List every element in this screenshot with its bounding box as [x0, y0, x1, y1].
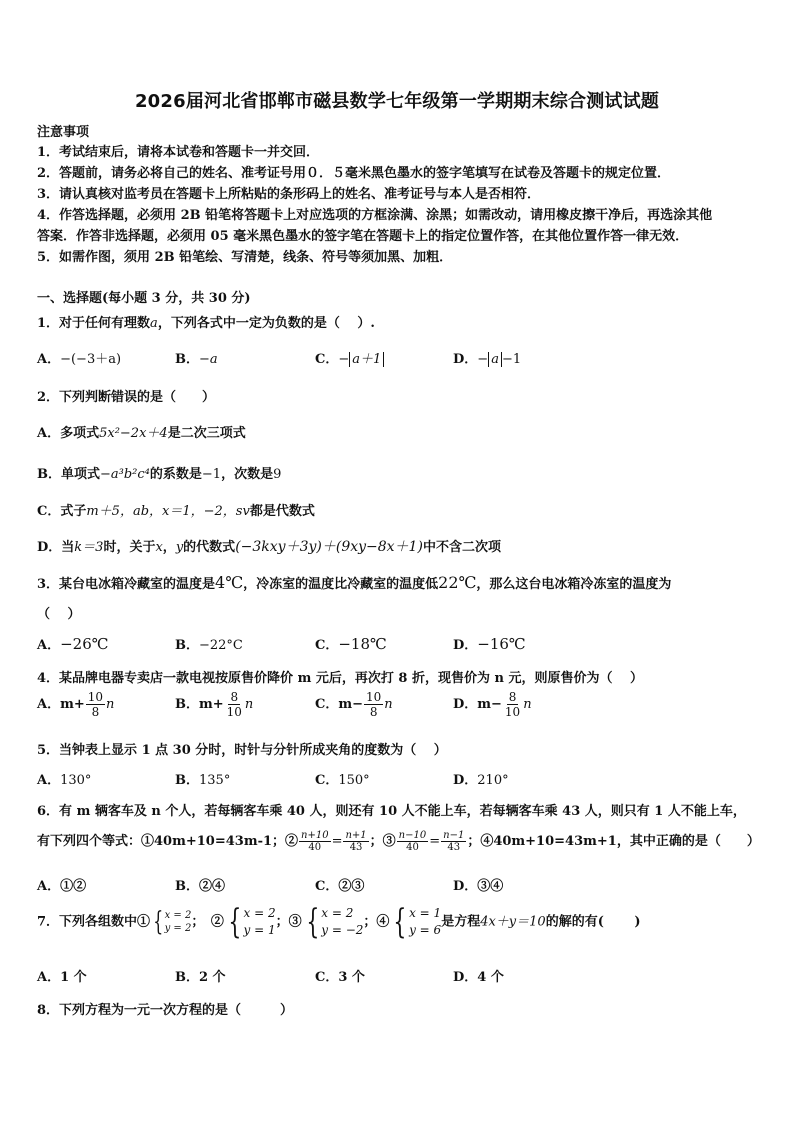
- q3-t2: 22℃: [438, 573, 477, 592]
- q1-b-expr: −a: [199, 352, 218, 367]
- q1-a-expr: −(−3＋a): [60, 352, 122, 367]
- notice-item-4-cont: 答案．作答非选择题，必须用 05 毫米黑色墨水的签字笔在答题卡上的指定位置作答，在其他位置作答一律无效．: [37, 229, 689, 244]
- q4-d-num: 8: [508, 690, 517, 704]
- q6-option-b: B．②④: [175, 879, 225, 894]
- q2-d-expr: (−3kxy＋3y)＋(9xy−8x＋1): [235, 539, 423, 555]
- q6-f1-den: 40: [308, 842, 322, 853]
- q4-a-frac: [86, 690, 105, 719]
- q4-a-label: A．m+: [37, 697, 85, 712]
- q7-s2-row2: y = 1: [243, 923, 276, 937]
- q6-option-a: A．①②: [37, 879, 87, 894]
- q7-stem-a: 7．下列各组数中①: [37, 914, 151, 930]
- notice-item-5: 5．如需作图，须用 2B 铅笔绘、写清楚，线条、符号等须加黑、加粗．: [37, 250, 453, 265]
- q1-d-abs: a: [488, 352, 502, 367]
- q7-stem-b: 是方程: [441, 914, 481, 930]
- q6-option-d: D．③④: [453, 879, 504, 894]
- q2-option-d: [37, 536, 501, 556]
- q3-stem-a: 3．某台电冰箱冷藏室的温度是: [37, 577, 216, 592]
- q1-var: a: [150, 316, 158, 331]
- q4-a-num: 10: [87, 690, 104, 704]
- q7-option-d: D．4 个: [453, 970, 504, 985]
- q6-f3-den: 40: [406, 842, 419, 853]
- q3-option-d: [453, 634, 526, 653]
- q4-b-n: n: [244, 697, 254, 712]
- notice-item-3: 3．请认真核对监考员在答题卡上所粘贴的条形码上的姓名、准考证号与本人是否相符．: [37, 187, 541, 202]
- q2-b-pre: B．单项式: [37, 467, 100, 482]
- brace-icon: {: [393, 902, 407, 942]
- q2-d-post: 中不含二次项: [422, 540, 501, 555]
- q3-a-label: A．: [37, 638, 61, 653]
- q3-c-label: C．: [315, 638, 339, 653]
- q7-option-b: B．2 个: [175, 970, 226, 985]
- q4-d-frac: [503, 690, 522, 719]
- q7-sep2: ；③: [275, 914, 302, 930]
- q6-equations: [37, 830, 760, 853]
- q3-option-c: [315, 634, 387, 653]
- q2-option-a: [37, 422, 246, 441]
- q6-f2-num: n+1: [345, 830, 367, 841]
- q7-eq: 4x＋y＝10: [480, 914, 546, 930]
- q2-c-pre: C．式子: [37, 504, 87, 519]
- q4-b-frac: [225, 690, 244, 719]
- q5-c-val: 150°: [338, 773, 370, 788]
- q3-c-val: −18℃: [338, 635, 387, 653]
- q2-b-val: −1: [201, 467, 222, 482]
- q4-c-label: C．m−: [315, 697, 363, 712]
- notice-item-1: 1．考试结束后，请将本试卷和答题卡一并交回．: [37, 145, 320, 160]
- notice-item-2: 2．答题前，请务必将自己的姓名、准考证号用０．５毫米黑色墨水的签字笔填写在试卷及答题卡的规定位置．: [37, 166, 671, 181]
- q5-c-label: C．: [315, 773, 339, 788]
- q7-s2-row1: x = 2: [243, 906, 276, 920]
- q7-option-a: A．1 个: [37, 970, 87, 985]
- q1-option-d: [453, 348, 521, 367]
- q2-a-pre: A．多项式: [37, 426, 100, 441]
- q6-sep: ；③: [369, 834, 396, 849]
- q1-option-b: [175, 348, 218, 367]
- page-title: 2026届河北省邯郸市磁县数学七年级第一学期期末综合测试试题: [134, 91, 660, 112]
- q6-stem: 6．有 m 辆客车及 n 个人，若每辆客车乘 40 人，则还有 10 人不能上车，若每辆客车乘 43 人，则只有 1 人不能上车，: [37, 804, 746, 819]
- q2-stem: 2．下列判断错误的是（ ）: [37, 390, 216, 405]
- q3-stem-c: ，那么这台电冰箱冷冻室的温度为: [476, 577, 672, 592]
- q7-s3-row2: y = −2: [321, 923, 364, 937]
- q6-eq-2: =: [429, 834, 441, 849]
- q6-f4-den: 43: [447, 842, 461, 853]
- q6-line2-a: 有下列四个等式：①40m+10=43m-1；②: [37, 834, 299, 849]
- q5-stem: 5．当钟表上显示 1 点 30 分时，时针与分针所成夹角的度数为（ ）: [37, 743, 447, 758]
- q2-d-k: k＝3: [74, 540, 104, 555]
- q6-frac-1: [299, 830, 331, 853]
- q5-b-label: B．: [175, 773, 199, 788]
- q2-a-expr: 5x²−2x＋4: [99, 426, 168, 441]
- q2-d-pre: D．当: [37, 540, 75, 555]
- brace-icon: {: [153, 907, 164, 937]
- q3-option-a: [37, 634, 109, 653]
- q4-c-n: n: [384, 697, 393, 712]
- q1-option-c: [315, 348, 384, 367]
- q7-sep1: ； ②: [191, 914, 224, 930]
- q7-s4-row2: y = 6: [409, 923, 442, 937]
- q7-system-4: [389, 902, 442, 942]
- q7-s4-row1: x = 1: [409, 906, 442, 920]
- q1-c-label: C．: [315, 352, 339, 367]
- q1-a-label: A．: [37, 352, 61, 367]
- brace-icon: {: [228, 902, 242, 942]
- q6-f4-num: n−1: [443, 830, 465, 841]
- q2-b-deg: 9: [273, 467, 282, 482]
- q1-c-abs: a＋1: [349, 352, 384, 367]
- q7-s1-row1: x = 2: [164, 910, 192, 921]
- q4-c-num: 10: [366, 690, 382, 704]
- q5-a-label: A．: [37, 773, 61, 788]
- q5-option-c: [315, 769, 370, 788]
- q7-option-c: C．3 个: [315, 970, 365, 985]
- q1-option-a: [37, 348, 121, 367]
- q1-stem-text: 1．对于任何有理数: [37, 316, 151, 331]
- q4-c-den: 8: [369, 705, 378, 719]
- q4-d-den: 10: [504, 705, 521, 719]
- q4-d-label: D．m−: [453, 697, 502, 712]
- q5-a-val: 130°: [60, 773, 92, 788]
- q3-option-b: [175, 634, 243, 653]
- q2-option-b: [37, 463, 281, 482]
- q6-f3-num: n−10: [398, 830, 427, 841]
- q5-b-val: 135°: [199, 773, 231, 788]
- q4-stem: 4．某品牌电器专卖店一款电视按原售价降价 m 元后，再次打 8 折，现售价为 n 元，则原售价为（ ）: [37, 671, 643, 686]
- q3-stem-b: ，冷冻室的温度比冷藏室的温度低: [243, 577, 439, 592]
- q1-d-post: −1: [501, 352, 522, 367]
- q1-c-pre: −: [338, 352, 350, 367]
- q1-b-label: B．: [175, 352, 199, 367]
- section-heading: 一、选择题(每小题 3 分，共 30 分): [37, 291, 251, 306]
- q1-stem: [37, 312, 375, 331]
- notice-item-4: 4．作答选择题，必须用 2B 铅笔将答题卡上对应选项的方框涂满、涂黑；如需改动，请用橡皮擦干净后，再选涂其他: [37, 208, 713, 223]
- q7-system-1: [150, 909, 191, 935]
- q2-b-post2: ，次数是: [221, 467, 274, 482]
- q7-s3-row1: x = 2: [321, 906, 354, 920]
- q6-frac-3: [397, 830, 429, 853]
- q4-d-n: n: [523, 697, 532, 712]
- q2-c-post: 都是代数式: [249, 504, 315, 519]
- q7-sep3: ；④: [363, 914, 390, 930]
- q5-option-d: [453, 769, 509, 788]
- q8-stem: 8．下列方程为一元一次方程的是（ ）: [37, 1003, 294, 1018]
- q2-d-mid3: 的代数式: [183, 540, 236, 555]
- q7-stem-c: 的解的有( ): [545, 914, 641, 930]
- q3-stem: [37, 573, 671, 592]
- q4-b-num: 8: [230, 690, 239, 704]
- q4-c-frac: [364, 690, 383, 719]
- q2-d-x: x: [155, 540, 163, 555]
- q7-system-3: [302, 902, 364, 942]
- q6-f1-num: n+10: [301, 830, 329, 841]
- q6-eq-1: =: [331, 834, 343, 849]
- q4-b-den: 10: [226, 705, 242, 719]
- q1-d-label: D．: [453, 352, 478, 367]
- q2-c-expr: m＋5，ab，x＝1，−2，sv: [86, 504, 250, 519]
- q3-b-label: B．: [175, 638, 199, 653]
- q6-frac-2: [343, 830, 368, 853]
- q2-a-post: 是二次三项式: [167, 426, 246, 441]
- q1-stem-text-end: ，下列各式中一定为负数的是（ ）.: [157, 316, 375, 331]
- q3-d-val: −16℃: [477, 635, 526, 653]
- q2-option-c: [37, 500, 315, 519]
- q6-f2-den: 43: [349, 842, 363, 853]
- q2-d-y: y: [175, 540, 184, 555]
- q4-b-label: B．m+: [175, 697, 224, 712]
- q1-d-pre: −: [477, 352, 489, 367]
- q6-frac-4: [441, 830, 466, 853]
- q4-option-a: [37, 690, 114, 719]
- q4-a-n: n: [106, 697, 115, 712]
- q7-stem: [37, 902, 641, 942]
- q6-option-c: C．②③: [315, 879, 365, 894]
- q5-d-label: D．: [453, 773, 478, 788]
- q6-line2-b: ；④40m+10=43m+1，其中正确的是（ ）: [467, 834, 760, 849]
- q2-d-mid2: ，: [162, 540, 176, 555]
- q7-system-2: [224, 902, 276, 942]
- notice-heading: 注意事项: [37, 125, 90, 140]
- q5-option-b: [175, 769, 230, 788]
- q3-t1: 4℃: [215, 573, 244, 592]
- brace-icon: {: [305, 902, 319, 942]
- q4-option-c: [315, 690, 393, 719]
- q3-b-val: −22°C: [199, 638, 243, 653]
- q3-paren: （ ）: [37, 607, 81, 622]
- q3-d-label: D．: [453, 638, 478, 653]
- q7-s1-row2: y = 2: [164, 923, 192, 934]
- q4-option-d: [453, 690, 532, 719]
- q5-d-val: 210°: [477, 773, 509, 788]
- q4-a-den: 8: [91, 705, 100, 719]
- q5-option-a: [37, 769, 91, 788]
- q2-d-mid: 时，关于: [103, 540, 156, 555]
- q4-option-b: [175, 690, 253, 719]
- q3-a-val: −26℃: [60, 635, 109, 653]
- q2-b-post: 的系数是: [149, 467, 202, 482]
- q2-b-expr: −a³b²c⁴: [100, 467, 150, 482]
